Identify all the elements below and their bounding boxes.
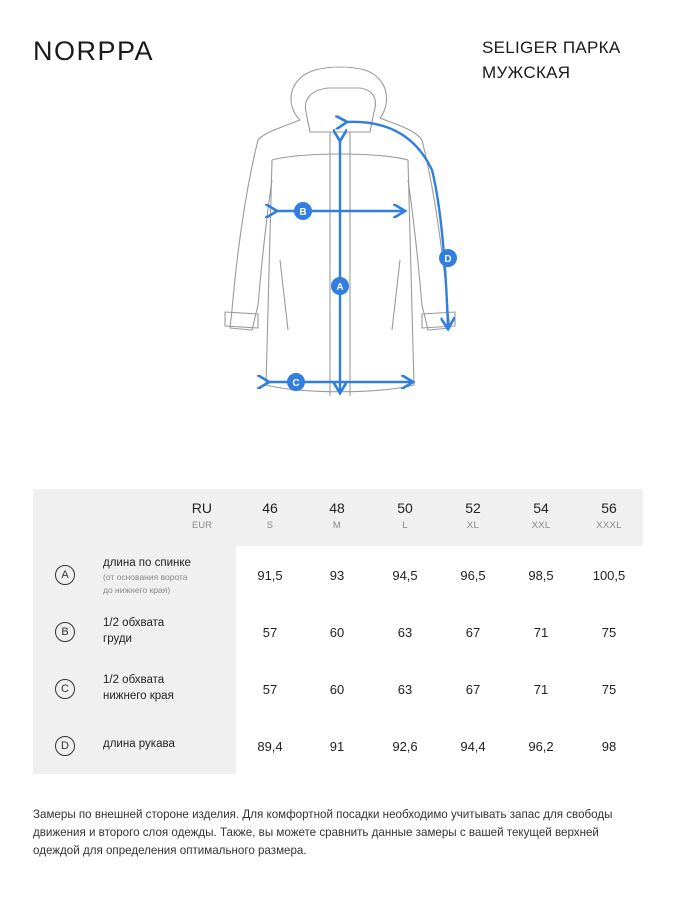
table-cell: 89,4 [257, 739, 283, 754]
measurement-note: Замеры по внешней стороне изделия. Для комфортной посадки необходимо учитывать запас для свободы движения и второго слоя одежды. Также, вы можете сравнить данные замеры с вашей текущей верхней одеждой для определения оптимального размера. [33, 808, 613, 857]
table-row-a [33, 546, 643, 603]
row-label: длина рукава [103, 738, 175, 750]
size-col-46 [235, 489, 305, 546]
table-cell: 67 [465, 625, 481, 640]
table-cell: 100,5 [592, 568, 626, 583]
table-cell: 75 [601, 682, 617, 697]
size-ru: 56 [601, 500, 617, 516]
size-table [33, 489, 643, 774]
left-pocket [280, 260, 288, 330]
table-cell: 96,2 [528, 739, 554, 754]
size-ru: 50 [397, 500, 413, 516]
measurement-lines [268, 122, 448, 392]
row-sub-label: до нижнего края) [103, 585, 171, 595]
hood-inner [305, 88, 375, 112]
table-cell: 96,5 [460, 568, 486, 583]
marker-d-text: D [444, 254, 452, 265]
marker-a-text: A [336, 282, 344, 293]
measure-d-line [346, 122, 448, 328]
size-eur: M [332, 520, 342, 531]
body-right-side [408, 160, 414, 385]
right-sleeve [408, 140, 450, 330]
table-row-c [33, 660, 643, 717]
size-ru: 52 [465, 500, 481, 516]
measure-markers [287, 202, 457, 391]
body-left-side [266, 160, 272, 385]
row-label: длина по спинке [103, 557, 191, 569]
marker-b-text: B [299, 207, 307, 218]
row-letter-badge: D [55, 736, 75, 756]
eur-label: EUR [191, 520, 212, 531]
row-label: груди [103, 633, 132, 645]
table-cell: 75 [601, 625, 617, 640]
table-cell: 60 [329, 625, 345, 640]
left-shoulder [258, 120, 300, 140]
size-ru: 54 [533, 500, 549, 516]
row-letter-badge: C [55, 679, 75, 699]
table-row-b [33, 603, 643, 660]
size-col-48 [302, 489, 372, 546]
row-label: нижнего края [103, 690, 174, 702]
marker-c-text: C [292, 378, 300, 389]
size-col-52 [438, 489, 508, 546]
row-label: 1/2 обхвата [103, 617, 165, 629]
size-col-50 [370, 489, 440, 546]
left-sleeve [230, 140, 272, 330]
product-title [482, 35, 620, 85]
size-col-56 [574, 489, 644, 546]
table-cell: 91 [329, 739, 345, 754]
size-ru: 46 [262, 500, 278, 516]
parka-measurement-diagram [210, 60, 470, 405]
table-cell: 67 [465, 682, 481, 697]
table-cell: 98 [601, 739, 617, 754]
size-eur: XXXL [596, 520, 622, 531]
right-shoulder [380, 118, 422, 140]
size-eur: L [402, 520, 408, 531]
product-title-line1: SELIGER ПАРКА [482, 38, 621, 57]
right-pocket [392, 260, 400, 330]
table-cell: 93 [329, 568, 345, 583]
row-sub-label: (от основания ворота [103, 572, 188, 582]
size-eur: S [266, 520, 274, 531]
table-cell: 57 [262, 682, 278, 697]
table-cell: 94,4 [460, 739, 486, 754]
size-eur: XL [466, 520, 480, 531]
table-cell: 92,6 [392, 739, 418, 754]
product-title-line2: МУЖСКАЯ [482, 63, 571, 82]
table-cell: 71 [533, 625, 549, 640]
brand-logo: NORPPA [33, 36, 155, 66]
table-cell: 94,5 [392, 568, 418, 583]
row-letter-badge: B [55, 622, 75, 642]
table-cell: 91,5 [257, 568, 283, 583]
table-cell: 63 [397, 682, 413, 697]
row-label: 1/2 обхвата [103, 674, 165, 686]
ru-label: RU [191, 500, 212, 516]
table-cell: 63 [397, 625, 413, 640]
table-row-d [33, 717, 643, 774]
table-cell: 57 [262, 625, 278, 640]
size-eur: XXL [531, 520, 551, 531]
table-cell: 71 [533, 682, 549, 697]
table-cell: 60 [329, 682, 345, 697]
size-col-54 [506, 489, 576, 546]
table-cell: 98,5 [528, 568, 554, 583]
size-ru: 48 [329, 500, 345, 516]
row-letter-badge: A [55, 565, 75, 585]
